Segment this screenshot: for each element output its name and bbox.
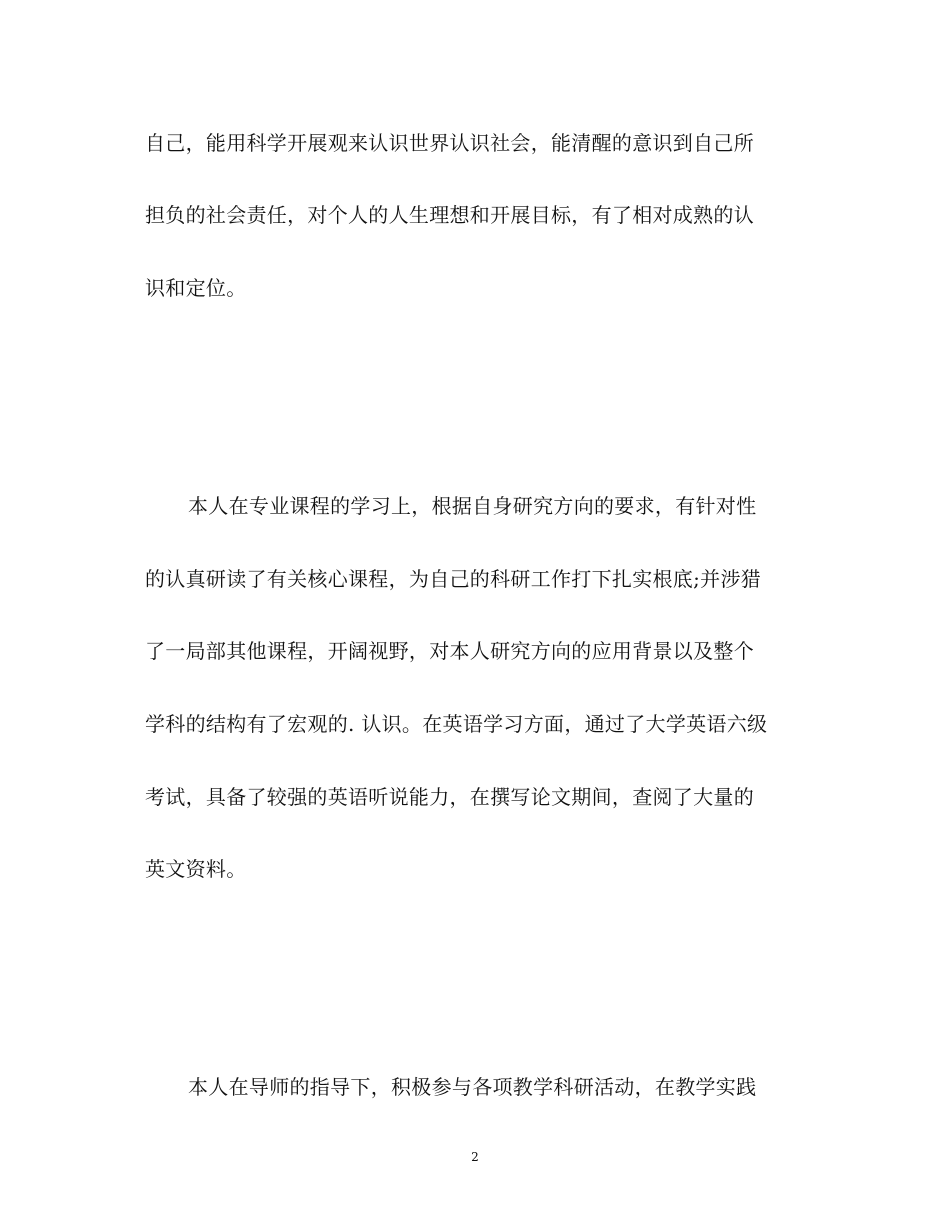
- text-line: 识和定位。: [145, 276, 247, 300]
- text-line: 英文资料。: [145, 857, 247, 881]
- text-line: 自己，能用科学开展观来认识世界认识社会，能清醒的意识到自己所: [145, 131, 754, 155]
- text-line: 本人在专业课程的学习上，根据自身研究方向的要求，有针对性: [188, 494, 757, 518]
- page-number: 2: [471, 1150, 479, 1164]
- text-line: 担负的社会责任，对个人的人生理想和开展目标，有了相对成熟的认: [145, 203, 754, 227]
- text-line: 考试，具备了较强的英语听说能力，在撰写论文期间，查阅了大量的: [145, 785, 754, 809]
- text-line: 的认真研读了有关核心课程，为自己的科研工作打下扎实根底;并涉猎: [145, 567, 762, 591]
- text-line: 本人在导师的指导下，积极参与各项教学科研活动，在教学实践: [188, 1075, 757, 1099]
- text-line: 学科的结构有了宏观的. 认识。在英语学习方面，通过了大学英语六级: [145, 712, 768, 736]
- text-line: 了一局部其他课程，开阔视野，对本人研究方向的应用背景以及整个: [145, 639, 754, 663]
